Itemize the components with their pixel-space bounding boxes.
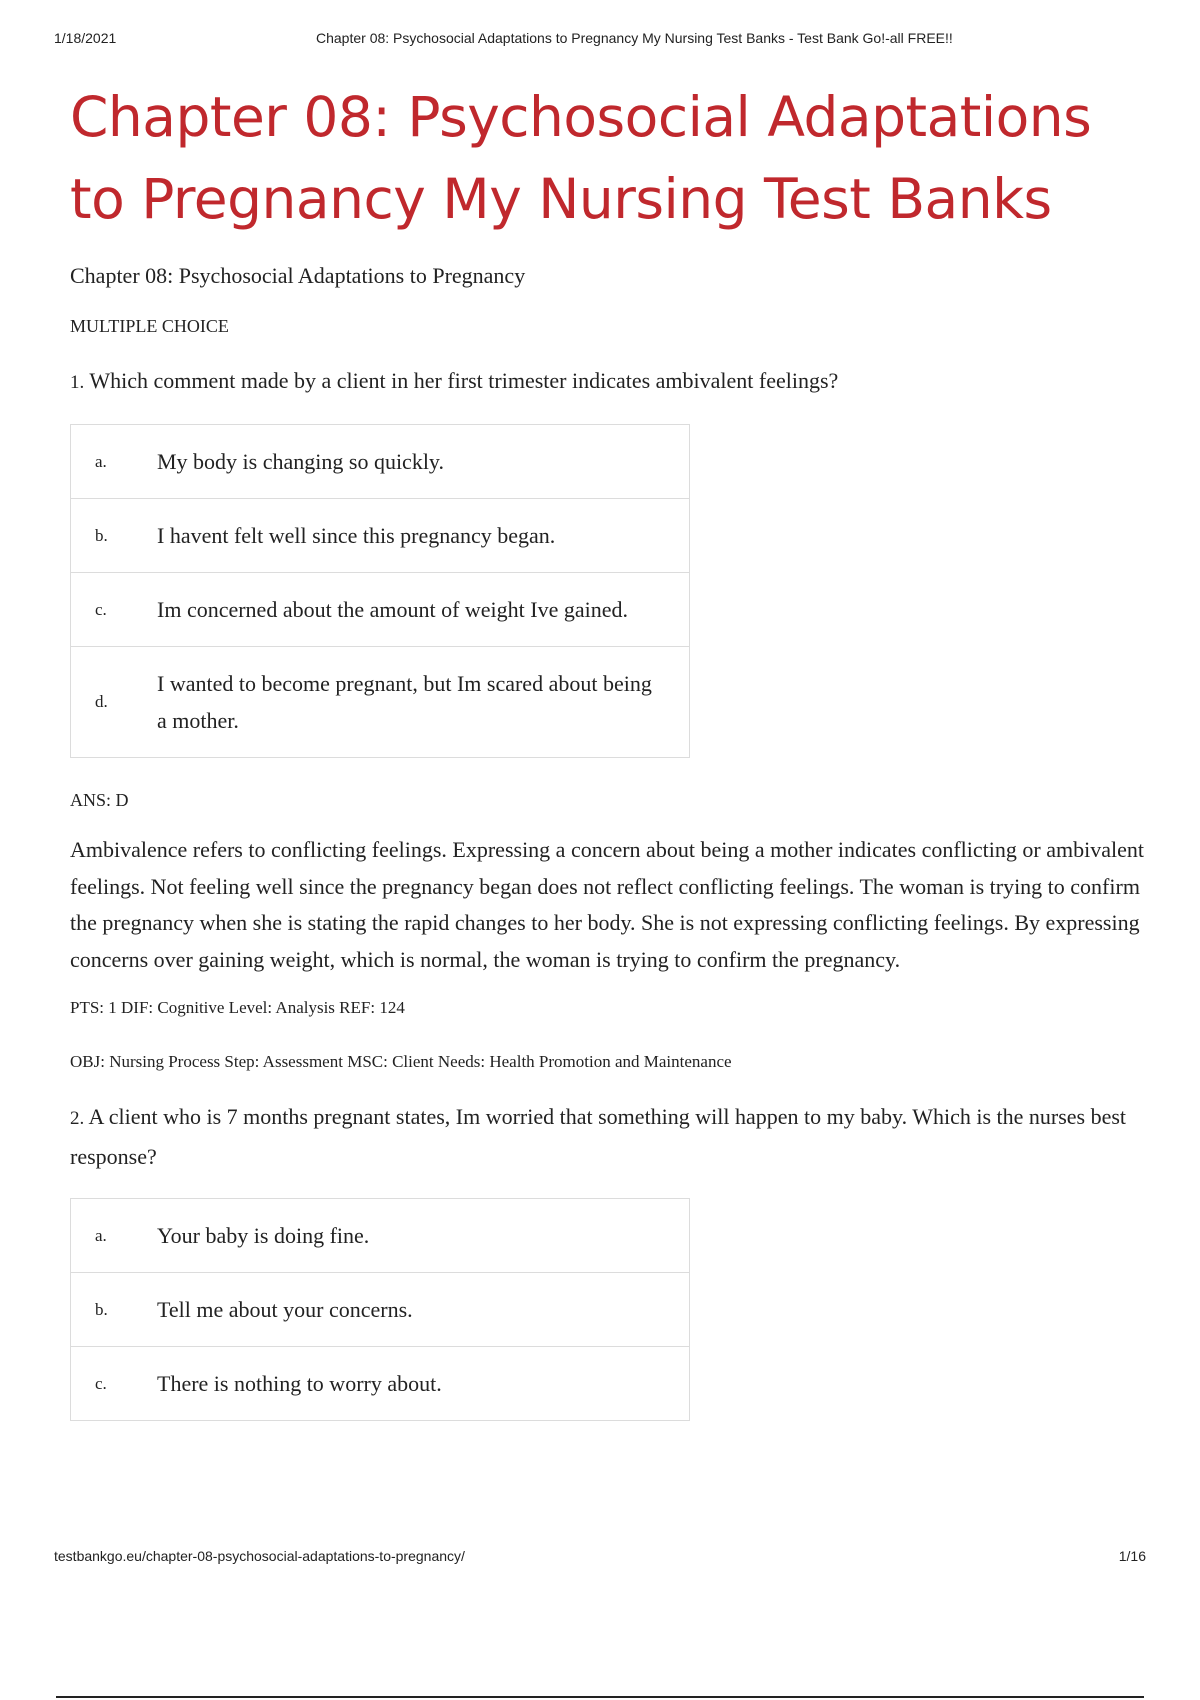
- option-text: Tell me about your concerns.: [157, 1297, 413, 1322]
- options-table: [70, 424, 690, 758]
- article-content: [70, 76, 1150, 1421]
- option-letter: b.: [95, 1299, 108, 1319]
- rationale: Ambivalence refers to conflicting feelings. Expressing a concern about being a mother indicates conflicting or ambivalent feelings. Not feeling well since the pregnancy began does not reflect conflicting feelings. The woman is trying to confirm the pregnancy when she is stating the rapid changes to her body. She is not expressing conflicting feelings. By expressing concerns over gaining weight, which is normal, the woman is trying to confirm the pregnancy.: [70, 837, 1144, 972]
- page-url: testbankgo.eu/chapter-08-psychosocial-adaptations-to-pregnancy/: [54, 1548, 465, 1564]
- chapter-subtitle: Chapter 08: Psychosocial Adaptations to Pregnancy: [70, 263, 526, 288]
- option-letter: b.: [95, 525, 108, 545]
- option-row: [71, 572, 689, 646]
- option-row: [71, 1272, 689, 1346]
- option-row: [71, 498, 689, 572]
- option-letter: c.: [95, 599, 107, 619]
- option-letter: d.: [95, 692, 108, 711]
- print-date: 1/18/2021: [54, 30, 117, 46]
- meta-line: OBJ: Nursing Process Step: Assessment MSC: Client Needs: Health Promotion and Maintenance: [70, 1052, 732, 1071]
- question-number: 1.: [70, 372, 85, 393]
- question-text: A client who is 7 months pregnant states, Im worried that something will happen to my baby. Which is the nurses best response?: [70, 1104, 1127, 1169]
- option-row: [71, 425, 689, 498]
- options-table: [70, 1198, 690, 1421]
- divider: [56, 1696, 1144, 1698]
- meta-line: PTS: 1 DIF: Cognitive Level: Analysis REF: 124: [70, 998, 405, 1017]
- question-2: [70, 1098, 1150, 1176]
- page-title: Chapter 08: Psychosocial Adaptations to Pregnancy My Nursing Test Banks: [70, 85, 1092, 231]
- option-text: I wanted to become pregnant, but Im scared about being a mother.: [157, 671, 652, 733]
- section-label: MULTIPLE CHOICE: [70, 316, 229, 336]
- option-text: My body is changing so quickly.: [157, 449, 444, 474]
- option-text: Your baby is doing fine.: [157, 1223, 370, 1248]
- question-number: 2.: [70, 1108, 85, 1129]
- option-letter: a.: [95, 1225, 107, 1245]
- option-row: [71, 1346, 689, 1420]
- option-row: [71, 1199, 689, 1272]
- print-page-title: Chapter 08: Psychosocial Adaptations to Pregnancy My Nursing Test Banks - Test Bank Go!-all FREE!!: [316, 30, 953, 46]
- option-text: Im concerned about the amount of weight Ive gained.: [157, 597, 629, 622]
- option-letter: c.: [95, 1373, 107, 1393]
- answer-key: ANS: D: [70, 790, 129, 810]
- option-text: There is nothing to worry about.: [157, 1371, 442, 1396]
- option-text: I havent felt well since this pregnancy began.: [157, 523, 556, 548]
- option-row: [71, 646, 689, 757]
- page-number: 1/16: [1118, 1548, 1146, 1564]
- question-1: [70, 362, 1150, 402]
- question-text: Which comment made by a client in her first trimester indicates ambivalent feelings?: [89, 368, 839, 393]
- option-letter: a.: [95, 451, 107, 471]
